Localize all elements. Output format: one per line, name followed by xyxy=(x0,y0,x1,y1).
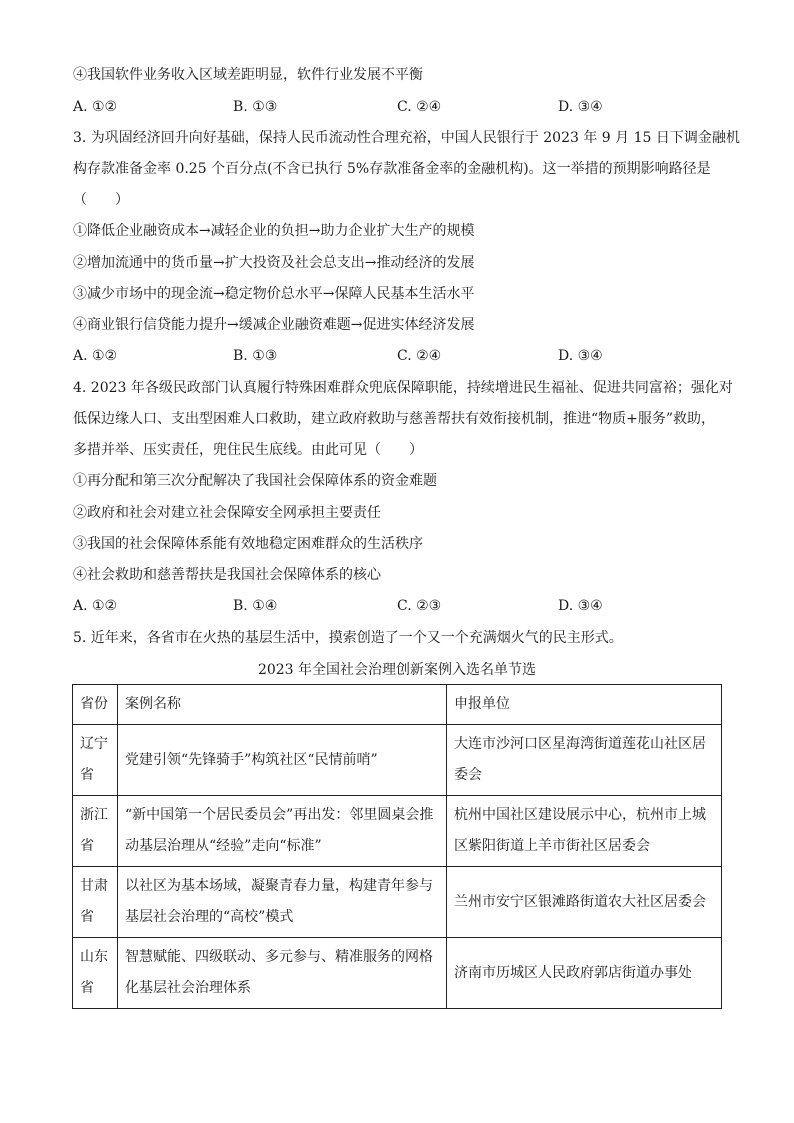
cell-case-name: 智慧赋能、四级联动、多元参与、精准服务的网格化基层社会治理体系 xyxy=(118,938,447,1009)
cell-case-name: “新中国第一个居民委员会”再出发：邻里圆桌会推动基层治理从“经验”走向“标准” xyxy=(118,796,447,867)
q3-item-2: ②增加流通中的货币量→扩大投资及社会总支出→推动经济的发展 xyxy=(73,255,475,271)
q2-item-4: ④我国软件业务收入区域差距明显，软件行业发展不平衡 xyxy=(73,67,423,83)
q3-option-b: B. ①③ xyxy=(233,348,278,364)
cell-province: 辽宁省 xyxy=(73,725,118,796)
table-title: 2023 年全国社会治理创新案例入选名单节选 xyxy=(257,662,537,678)
q4-options xyxy=(73,597,723,615)
q4-stem-line-1: 4. 2023 年各级民政部门认真履行特殊困难群众兜底保障职能，持续增进民生福祉、促进共同富裕；强化对 xyxy=(73,380,733,396)
cell-unit: 杭州中国社区建设展示中心，杭州市上城区紫阳街道上羊市街社区居委会 xyxy=(447,796,722,867)
q3-option-d: D. ③④ xyxy=(558,348,603,364)
q4-stem-line-2: 低保边缘人口、支出型困难人口救助，建立政府救助与慈善帮扶有效衔接机制，推进“物质+服务”救助， xyxy=(73,411,716,427)
q4-option-b: B. ①④ xyxy=(233,598,278,614)
q4-option-a: A. ①② xyxy=(73,598,118,614)
q5-stem: 5. 近年来，各省市在火热的基层生活中，摸索创造了一个又一个充满烟火气的民主形式。 xyxy=(73,630,623,646)
q2-option-d: D. ③④ xyxy=(558,99,603,115)
cell-unit: 兰州市安宁区银滩路街道农大社区居委会 xyxy=(447,867,722,938)
q3-stem-line-2: 构存款准备金率 0.25 个百分点(不含已执行 5%存款准备金率的金融机构)。这一举措的预期影响路径是 xyxy=(73,161,711,177)
q4-item-3: ③我国的社会保障体系能有效地稳定困难群众的生活秩序 xyxy=(73,536,423,552)
q2-option-a: A. ①② xyxy=(73,99,118,115)
table-row xyxy=(73,867,722,938)
cases-table xyxy=(72,684,722,1009)
q3-option-c: C. ②④ xyxy=(397,348,442,364)
cell-province: 浙江省 xyxy=(73,796,118,867)
cell-case-name: 以社区为基本场域，凝聚青春力量，构建青年参与基层社会治理的“高校”模式 xyxy=(118,867,447,938)
cell-province: 山东省 xyxy=(73,938,118,1009)
q3-item-1: ①降低企业融资成本→减轻企业的负担→助力企业扩大生产的规模 xyxy=(73,223,475,239)
cell-province: 甘肃省 xyxy=(73,867,118,938)
q3-option-a: A. ①② xyxy=(73,348,118,364)
table-row xyxy=(73,796,722,867)
q4-option-c: C. ②③ xyxy=(397,598,442,614)
table-row xyxy=(73,725,722,796)
q3-stem-line-3: （ ） xyxy=(73,192,129,208)
header-province: 省份 xyxy=(73,685,118,725)
q4-stem-line-3: 多措并举、压实责任，兜住民生底线。由此可见（ ） xyxy=(73,442,423,458)
q2-option-c: C. ②④ xyxy=(397,99,442,115)
q3-options xyxy=(73,347,723,365)
q3-item-3: ③减少市场中的现金流→稳定物价总水平→保障人民基本生活水平 xyxy=(73,286,475,302)
q3-stem-line-1: 3. 为巩固经济回升向好基础，保持人民币流动性合理充裕，中国人民银行于 2023 年 9 月 15 日下调金融机 xyxy=(73,130,740,146)
q2-options xyxy=(73,98,723,116)
cell-unit: 济南市历城区人民政府郭店街道办事处 xyxy=(447,938,722,1009)
q2-option-b: B. ①③ xyxy=(233,99,278,115)
header-case-name: 案例名称 xyxy=(118,685,447,725)
q4-item-2: ②政府和社会对建立社会保障安全网承担主要责任 xyxy=(73,505,381,521)
q3-item-4: ④商业银行信贷能力提升→缓减企业融资难题→促进实体经济发展 xyxy=(73,317,475,333)
q4-option-d: D. ③④ xyxy=(558,598,603,614)
header-unit: 申报单位 xyxy=(447,685,722,725)
table-row xyxy=(73,938,722,1009)
q4-item-1: ①再分配和第三次分配解决了我国社会保障体系的资金难题 xyxy=(73,473,437,489)
q4-item-4: ④社会救助和慈善帮扶是我国社会保障体系的核心 xyxy=(73,567,381,583)
table-header-row xyxy=(73,685,722,725)
cell-unit: 大连市沙河口区星海湾街道莲花山社区居委会 xyxy=(447,725,722,796)
cell-case-name: 党建引领“先锋骑手”构筑社区“民情前哨” xyxy=(118,725,447,796)
